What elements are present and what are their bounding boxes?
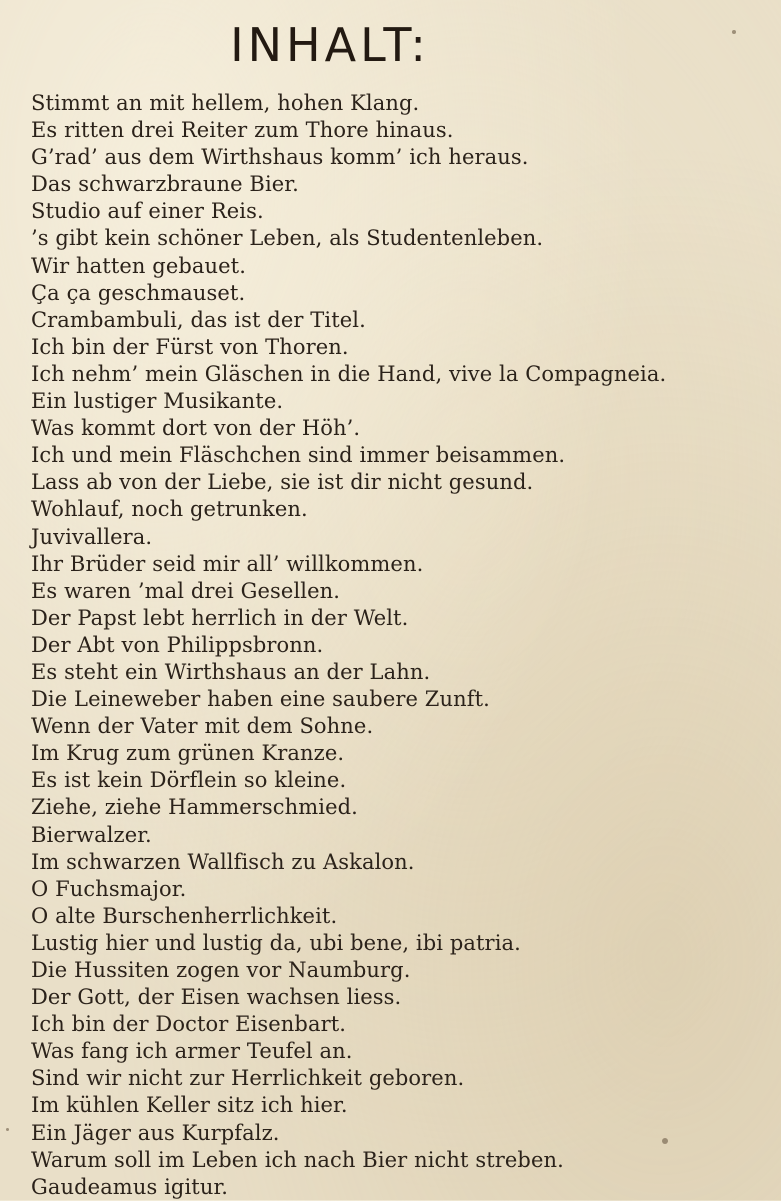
toc-entry: Im kühlen Keller sitz ich hier.	[31, 1093, 348, 1118]
toc-entry: Sind wir nicht zur Herrlichkeit geboren.	[31, 1066, 465, 1091]
toc-entry: Ich bin der Doctor Eisenbart.	[31, 1012, 347, 1037]
paper-speck	[662, 1138, 668, 1144]
toc-entry: Die Hussiten zogen vor Naumburg.	[31, 958, 411, 982]
toc-entry: Gaudeamus igitur.	[31, 1174, 229, 1199]
toc-entry: Der Papst lebt herrlich in der Welt.	[31, 605, 409, 630]
toc-entry: Was kommt dort von der Höh’.	[31, 416, 361, 441]
toc-entry: Im Krug zum grünen Kranze.	[31, 741, 345, 766]
toc-entry: Die Leineweber haben eine saubere Zunft.	[31, 687, 490, 712]
toc-entry: Warum soll im Leben ich nach Bier nicht streben.	[31, 1147, 564, 1172]
toc-entry: Wir hatten gebauet.	[31, 253, 246, 278]
toc-entry: Ein lustiger Musikante.	[31, 389, 284, 414]
toc-entry: Ça ça geschmauset.	[31, 280, 246, 305]
toc-entry: Wohlauf, noch getrunken.	[31, 497, 308, 522]
toc-entry: Es ist kein Dörflein so kleine.	[31, 768, 347, 793]
paper-speck	[732, 30, 736, 34]
toc-entry: Crambambuli, das ist der Titel.	[31, 307, 366, 332]
toc-entry: Juvivallera.	[31, 524, 153, 549]
toc-entry: Lass ab von der Liebe, sie ist dir nicht gesund.	[31, 470, 534, 495]
toc-entry: G’rad’ aus dem Wirthshaus komm’ ich heraus.	[31, 145, 529, 170]
toc-entry: O alte Burschenherrlichkeit.	[31, 903, 338, 928]
toc-entry: Ich nehm’ mein Gläschen in die Hand, vive la Compagneia.	[31, 361, 667, 386]
toc-entry: Ziehe, ziehe Hammerschmied.	[31, 795, 358, 820]
paper-speck	[6, 1128, 9, 1131]
toc-entry: Es waren ’mal drei Gesellen.	[31, 578, 341, 603]
toc-entry: Der Abt von Philippsbronn.	[31, 632, 324, 657]
toc-entry: O Fuchsmajor.	[31, 876, 187, 901]
toc-entry: ’s gibt kein schöner Leben, als Studentenleben.	[31, 226, 544, 251]
toc-entry: Was fang ich armer Teufel an.	[31, 1039, 353, 1064]
toc-entry: Das schwarzbraune Bier.	[31, 172, 299, 197]
toc-entry: Ihr Brüder seid mir all’ willkommen.	[31, 551, 424, 576]
toc-entry: Wenn der Vater mit dem Sohne.	[31, 714, 374, 739]
toc-entry: Ich und mein Fläschchen sind immer beisammen.	[31, 443, 566, 468]
toc-entry: Es ritten drei Reiter zum Thore hinaus.	[31, 118, 454, 143]
toc-entry: Im schwarzen Wallfisch zu Askalon.	[31, 849, 415, 874]
toc-entry: Stimmt an mit hellem, hohen Klang.	[31, 91, 420, 115]
toc-entry: Ein Jäger aus Kurpfalz.	[31, 1120, 280, 1145]
toc-entry: Bierwalzer.	[31, 822, 152, 847]
table-of-contents	[31, 90, 666, 1201]
toc-entry: Ich bin der Fürst von Thoren.	[31, 334, 349, 359]
toc-entry: Der Gott, der Eisen wachsen liess.	[31, 985, 402, 1010]
toc-entry: Lustig hier und lustig da, ubi bene, ibi patria.	[31, 930, 521, 955]
toc-entry: Studio auf einer Reis.	[31, 199, 264, 224]
page-title: INHALT:	[230, 18, 430, 72]
toc-entry: Es steht ein Wirthshaus an der Lahn.	[31, 659, 431, 684]
